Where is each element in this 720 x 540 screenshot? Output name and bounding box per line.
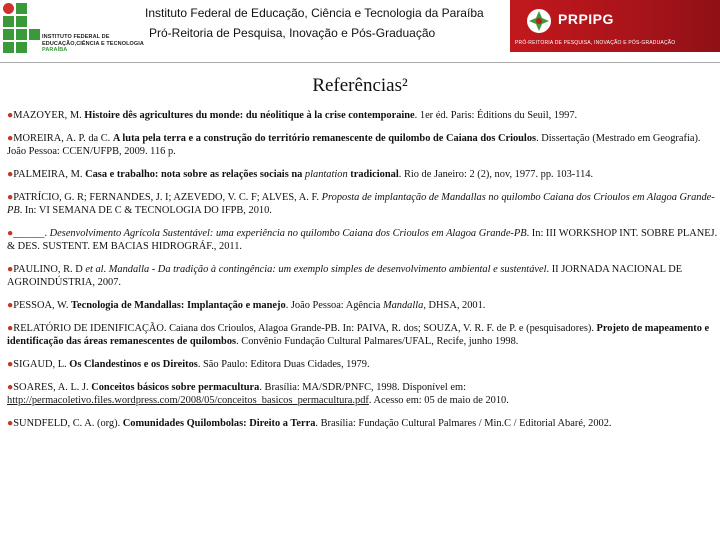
slide-header [0, 0, 720, 62]
reference-text: . Dissertação (Mestrado em Geografia). João Pessoa: CCEN/UFPB, 2009. 116 p. [7, 133, 701, 157]
reference-item [7, 417, 719, 430]
reference-text: . In: VI SEMANA DE C & TECNOLOGIA DO IFPB, 2010. [19, 205, 272, 216]
reference-text: PALMEIRA, M. [13, 169, 86, 180]
reference-text: SOARES, A. L. J. [13, 382, 92, 393]
reference-text: MOREIRA, A. P. da C. [13, 133, 113, 144]
bullet-icon: ● [7, 418, 14, 429]
reference-item [7, 358, 719, 371]
ifpb-logo-icon [3, 3, 41, 57]
bullet-icon: ● [7, 133, 14, 144]
reference-text: ______. [13, 228, 50, 239]
reference-text: Casa e trabalho: nota sobre as relações sociais na [85, 169, 305, 180]
reference-text: Histoire dês agricultures du monde: du néolitique à la crise contemporaine [84, 110, 415, 121]
reference-text: plantation [304, 169, 348, 180]
reference-text: et al [85, 264, 104, 275]
ifpb-logo-dot [3, 3, 14, 14]
reference-text: . Acesso em: 05 de maio de 2010. [368, 395, 509, 406]
reference-text: . Rio de Janeiro: 2 (2), nov, 1977. pp. 103-114. [398, 169, 594, 180]
reference-text: Tecnologia de Mandallas: Implantação e manejo [71, 300, 286, 311]
header-divider [0, 62, 720, 63]
reference-text: SUNDFELD, C. A. (org). [13, 418, 123, 429]
prpipg-banner [510, 0, 720, 52]
reference-text: A luta pela terra e a construção do território remanescente de quilombo de Caiana dos Crioulos [112, 133, 537, 144]
prpipg-name: PRPIPG [558, 11, 614, 27]
reference-text: MAZOYER, M. [13, 110, 85, 121]
pro-reitoria-subtitle: Pró-Reitoria de Pesquisa, Inovação e Pós-Graduação [149, 26, 436, 40]
reference-text: Comunidades Quilombolas: Direito a Terra [122, 418, 316, 429]
reference-text: PESSOA, W. [13, 300, 72, 311]
reference-item [7, 168, 719, 181]
reference-text: . [103, 264, 109, 275]
bullet-icon: ● [7, 110, 14, 121]
reference-item [7, 299, 719, 312]
reference-text: SIGAUD, L. [13, 359, 70, 370]
reference-text: Projeto de mapeamento e identificação das áreas remanescentes de quilombos [7, 323, 710, 347]
reference-item [7, 381, 719, 407]
reference-text: Mandalla [382, 300, 424, 311]
reference-item [7, 263, 719, 289]
reference-text: PAULINO, R. D [13, 264, 86, 275]
reference-text: RELATÓRIO DE IDENIFICAÇÃO. Caiana dos Crioulos, Alagoa Grande-PB. In: PAIVA, R. dos; SOUZA, V. R. F. de P. e (pesquisadores). [13, 323, 597, 334]
reference-text: . João Pessoa: Agência [285, 300, 383, 311]
prpipg-logo-icon [526, 8, 552, 34]
reference-text: , DHSA, 2001. [423, 300, 486, 311]
reference-text: Desenvolvimento Agrícola Sustentável: uma experiência no quilombo Caiana dos Crioulos em Alagoa Grande-PB [49, 228, 527, 239]
reference-text: . II JORNADA NACIONAL DE AGROINDÚSTRIA, 2007. [7, 264, 683, 288]
reference-text: tradicional [347, 169, 399, 180]
reference-text: . In: III WORKSHOP INT. SOBRE PLANEJ. & DES. SUSTENT. EM BACIAS HIDROGRÁF., 2011. [7, 228, 718, 252]
bullet-icon: ● [7, 192, 14, 203]
institute-title: Instituto Federal de Educação, Ciência e Tecnologia da Paraíba [145, 6, 484, 20]
bullet-icon: ● [7, 228, 14, 239]
reference-text: Mandalla - Da tradição à contingência: um exemplo simples de desenvolvimento ambiental e sustentável [108, 264, 547, 275]
reference-item [7, 191, 719, 217]
reference-text: PATRÍCIO, G. R; FERNANDES, J. I; AZEVEDO, V. C. F; ALVES, A. F. [13, 192, 322, 203]
ifpb-logo-text: INSTITUTO FEDERAL DE EDUCAÇÃO,CIÊNCIA E TECNOLOGIA PARAÍBA [42, 34, 145, 53]
reference-text: Conceitos básicos sobre permacultura [91, 382, 260, 393]
reference-text: . São Paulo: Editora Duas Cidades, 1979. [197, 359, 370, 370]
reference-item [7, 109, 719, 122]
bullet-icon: ● [7, 300, 14, 311]
reference-text: . Convênio Fundação Cultural Palmares/UFAL, Recife, junho 1998. [236, 336, 519, 347]
bullet-icon: ● [7, 323, 14, 334]
page-title: Referências² [312, 75, 408, 96]
reference-link[interactable]: http://permacoletivo.files.wordpress.com/2008/05/conceitos_basicos_permacultura.pdf [7, 395, 369, 406]
reference-list [7, 109, 719, 440]
bullet-icon: ● [7, 264, 14, 275]
reference-item [7, 227, 719, 253]
reference-item [7, 322, 719, 348]
bullet-icon: ● [7, 382, 14, 393]
bullet-icon: ● [7, 169, 14, 180]
reference-text: Proposta de implantação de Mandallas no quilombo Caiana dos Crioulos em Alagoa Grande-PB [7, 192, 715, 216]
reference-text: . Brasília: MA/SDR/PNFC, 1998. Disponível em: [259, 382, 466, 393]
bullet-icon: ● [7, 359, 14, 370]
reference-text: . Brasília: Fundação Cultural Palmares / Min.C / Editorial Abaré, 2002. [315, 418, 612, 429]
prpipg-subtitle: PRÓ-REITORIA DE PESQUISA, INOVAÇÃO E PÓS-GRADUAÇÃO [515, 40, 676, 46]
reference-text: Os Clandestinos e os Direitos [69, 359, 198, 370]
reference-item [7, 132, 719, 158]
reference-text: . 1er éd. Paris: Éditions du Seuil, 1997. [414, 110, 578, 121]
